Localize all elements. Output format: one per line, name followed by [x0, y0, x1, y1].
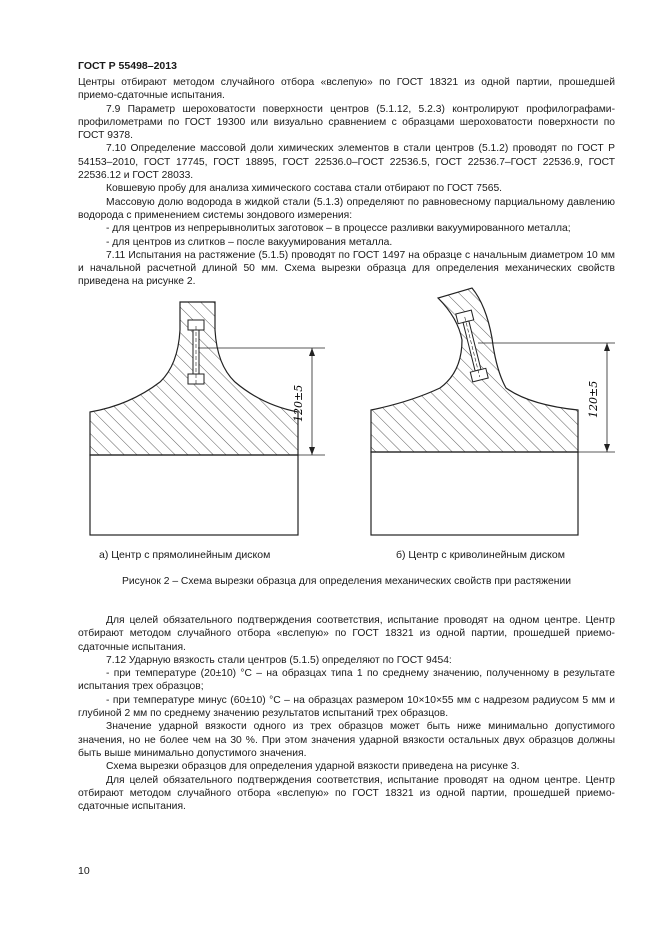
paragraph: Для целей обязательного подтверждения соответствия, испытание проводят на одном центре. Центр отбирают методом случайного отбора «вслепую» по ГОСТ 18321 из одной партии, прошедшей приемо-сдаточные испытания. — [78, 774, 615, 813]
dimension-label-right: 120±5 — [587, 380, 600, 418]
list-item: - при температуре (20±10) °С – на образцах типа 1 по среднему значению, полученному в результате испытания трех образцов; — [78, 668, 615, 693]
document-header: ГОСТ Р 55498–2013 — [78, 60, 177, 72]
paragraph: 7.12 Ударную вязкость стали центров (5.1.5) определяют по ГОСТ 9454: — [106, 654, 452, 666]
paragraph: Центры отбирают методом случайного отбора «вслепую» по ГОСТ 18321 из одной партии, прошедшей приемо-сдаточные испытания. — [78, 77, 615, 102]
bottom-text-block — [78, 614, 615, 813]
list-item: - для центров из слитков – после вакуумирования металла. — [106, 236, 393, 248]
paragraph: Для целей обязательного подтверждения соответствия, испытание проводят на одном центре. Центр отбирают методом случайного отбора «вслепую» по ГОСТ 18321 из одной партии, прошедшей приемо-сдаточные испытания. — [78, 615, 615, 653]
figure-caption: Рисунок 2 – Схема вырезки образца для определения механических свойств при растяжении — [122, 576, 571, 587]
paragraph: Значение ударной вязкости одного из трех образцов может быть ниже минимально допустимого значения, но не более чем на 30 %. При этом значения ударной вязкости остальных двух образцов должны быть выше минимально допустимого значения. — [78, 721, 615, 759]
caption-b: б) Центр с криволинейным диском — [396, 549, 565, 561]
caption-a: а) Центр с прямолинейным диском — [99, 549, 271, 561]
paragraph: Массовую долю водорода в жидкой стали (5.1.3) определяют по равновесному парциальному давлению водорода с применением системы зондового измерения: — [78, 196, 615, 221]
list-item: - для центров из непрерывнолитых заготовок – в процессе разливки вакуумированного металла; — [106, 223, 571, 235]
paragraph: Ковшевую пробу для анализа химического состава стали отбирают по ГОСТ 7565. — [106, 183, 503, 195]
paragraph: 7.10 Определение массовой доли химических элементов в стали центров (5.1.2) проводят по ГОСТ Р 54153–2010, ГОСТ 17745, ГОСТ 18895, ГОСТ 22536.0–ГОСТ 22536.5, ГОСТ 22536.7–ГОСТ 22536.9, ГОСТ 22536.12 и ГОСТ 28033. — [78, 143, 615, 182]
list-item: - при температуре минус (60±10) °С – на образцах размером 10×10×55 мм с надрезом радиусом 5 мм и глубиной 2 мм по среднему значению результатов испытаний трех образцов. — [78, 694, 615, 720]
paragraph: Схема вырезки образцов для определения ударной вязкости приведена на рисунке 3. — [106, 761, 520, 773]
paragraph: 7.9 Параметр шероховатости поверхности центров (5.1.12, 5.2.3) контролируют профилографами-профилометрами по ГОСТ 19300 или визуально сравнением с образцами шероховатости поверхности по ГОСТ 9378. — [78, 103, 615, 142]
hub-outline — [371, 452, 578, 535]
page-number: 10 — [78, 865, 90, 877]
dimension-label-left: 120±5 — [292, 384, 305, 422]
hub-outline — [90, 455, 298, 535]
paragraph: 7.11 Испытания на растяжение (5.1.5) проводят по ГОСТ 1497 на образце с начальным диаметром 10 мм и начальной расчетной длиной 50 мм. Схема вырезки образца для определения механических свойств приведена на рисунке 2. — [78, 249, 615, 288]
straight-disc-center-diagram — [90, 302, 325, 535]
curved-disc-center-diagram — [371, 288, 615, 535]
